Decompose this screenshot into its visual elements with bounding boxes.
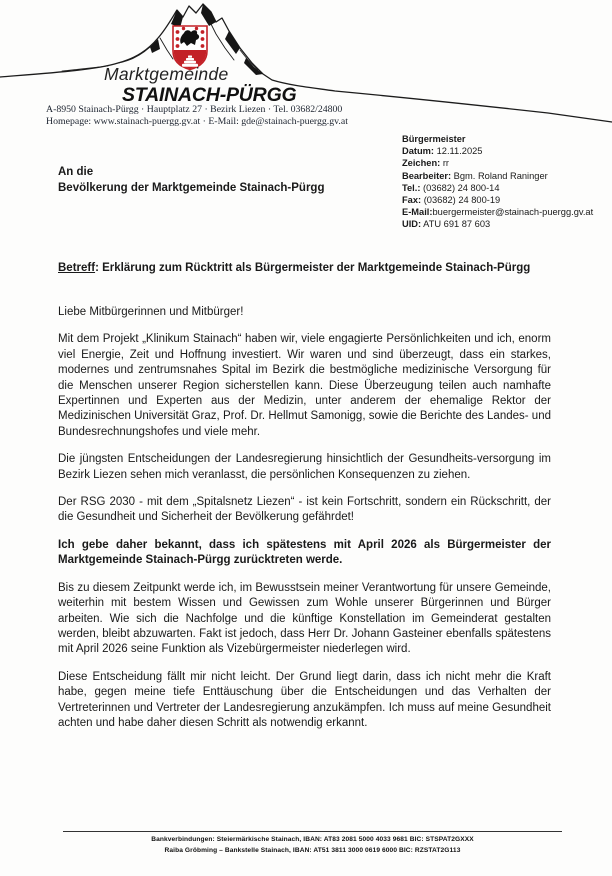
sender-info-title: Bürgermeister (402, 134, 466, 144)
header-address-line1: A-8950 Stainach-Pürgg · Hauptplatz 27 · Bezirk Liezen · Tel. 03682/24800 (46, 104, 343, 115)
info-row-datum: Datum: 12.11.2025 (402, 146, 483, 157)
paragraph-transition: Bis zu diesem Zeitpunkt werde ich, im Bewusstsein meiner Verantwortung für unsere Gemeinde, weiterhin mit bestem Wissen und Gewissen zum Wohle unserer Bürgerinnen und Bürger arbeiten. Wie sich die Nachfolge und die künftige Konstellation im Gemeinderat gestalten werden, bleibt abzuwarten. Fakt ist jedoch, dass Herr Dr. Johann Gasteiner ebenfalls spätestens mit April 2026 seine Funktion als Vizebürgermeister niederlegen wird. (58, 581, 551, 656)
paragraph-reason: Diese Entscheidung fällt mir nicht leicht. Der Grund liegt darin, dass ich nicht mehr die Kraft habe, gegen meine tiefe Enttäuschung über die Entscheidungen und das Verhalten der Vertreterinnen und Vertreter der Landesregierung anzukämpfen. Ich muss auf meine Gesundheit achten und habe daher diesen Schritt als notwendig erkannt. (58, 670, 551, 729)
subject-label: Betreff (58, 262, 96, 274)
footer-bank-line2: Raiba Gröbming – Bankstelle Stainach, IBAN: AT51 3811 3000 0619 6000 BIC: RZSTAT2G113 (164, 846, 461, 854)
paragraph-rsg2030: Der RSG 2030 - mit dem „Spitalsnetz Liezen“ - ist kein Fortschritt, sondern ein Rückschritt, der die Gesundheit und Sicherheit der Bevölkerung gefährdet! (58, 496, 551, 524)
subject-line (58, 261, 552, 277)
footer-bank-line1: Bankverbindungen: Steiermärkische Stainach, IBAN: AT83 2081 5000 4033 9681 BIC: STSPAT2GXXX (151, 836, 474, 843)
salutation: Liebe Mitbürgerinnen und Mitbürger! (58, 306, 244, 318)
header-address (46, 104, 348, 128)
recipient-line1: An die (58, 166, 94, 178)
paragraph-project: Mit dem Projekt „Klinikum Stainach“ haben wir, viele engagierte Persönlichkeiten und ich, enorm viel Energie, Zeit und Hoffnung investiert. Wir waren und sind überzeugt, dass ein starkes, modernes und zentrumsnahes Spital im Bezirk die bestmögliche medizinische Versorgung für die Menschen unserer Region sicherstellen kann. Diese Überzeugung teilen auch namhafte Expertinnen und Experten aus der Medizin, unter anderem der ehemalige Rektor der Medizinischen Universität Graz, Prof. Dr. Hellmut Samonigg, sowie die Berichte des Landes- und Bundesrechnungshofes und viele mehr. (58, 333, 551, 438)
info-row-bearbeiter: Bearbeiter: Bgm. Roland Raninger (402, 170, 548, 181)
subject-colon: : (95, 262, 99, 274)
paragraph-resignation-announcement: Ich gebe daher bekannt, dass ich spätestens mit April 2026 als Bürgermeister der Marktgemeinde Stainach-Pürgg zurücktreten werde. (58, 538, 551, 567)
org-name-line1: Marktgemeinde (104, 64, 229, 84)
org-name-line2: STAINACH-PÜRGG (122, 84, 297, 106)
coat-of-arms-icon (173, 26, 207, 70)
recipient-line2: Bevölkerung der Marktgemeinde Stainach-Pürgg (58, 182, 325, 194)
paragraph-decisions: Die jüngsten Entscheidungen der Landesregierung hinsichtlich der Gesundheits-versorgung im Bezirk Liezen sehen mich veranlasst, die persönlichen Konsequenzen zu ziehen. (58, 453, 551, 481)
footer-bank-details (63, 831, 562, 856)
sender-info-block (402, 133, 593, 231)
info-row-fax: Fax: (03682) 24 800-19 (402, 195, 501, 206)
header-address-line2: Homepage: www.stainach-puergg.gv.at · E-Mail: gde@stainach-puergg.gv.at (46, 115, 348, 127)
info-row-zeichen: Zeichen: rr (402, 158, 450, 169)
info-row-uid: UID: ATU 691 87 603 (402, 219, 491, 230)
recipient-block (58, 164, 324, 196)
subject-text: Erklärung zum Rücktritt als Bürgermeister der Marktgemeinde Stainach-Pürgg (98, 262, 531, 274)
info-row-tel: Tel.: (03682) 24 800-14 (402, 182, 500, 193)
letter-body (58, 305, 551, 743)
info-row-email: E-Mail:buergermeister@stainach-puergg.gv.at (402, 207, 594, 218)
